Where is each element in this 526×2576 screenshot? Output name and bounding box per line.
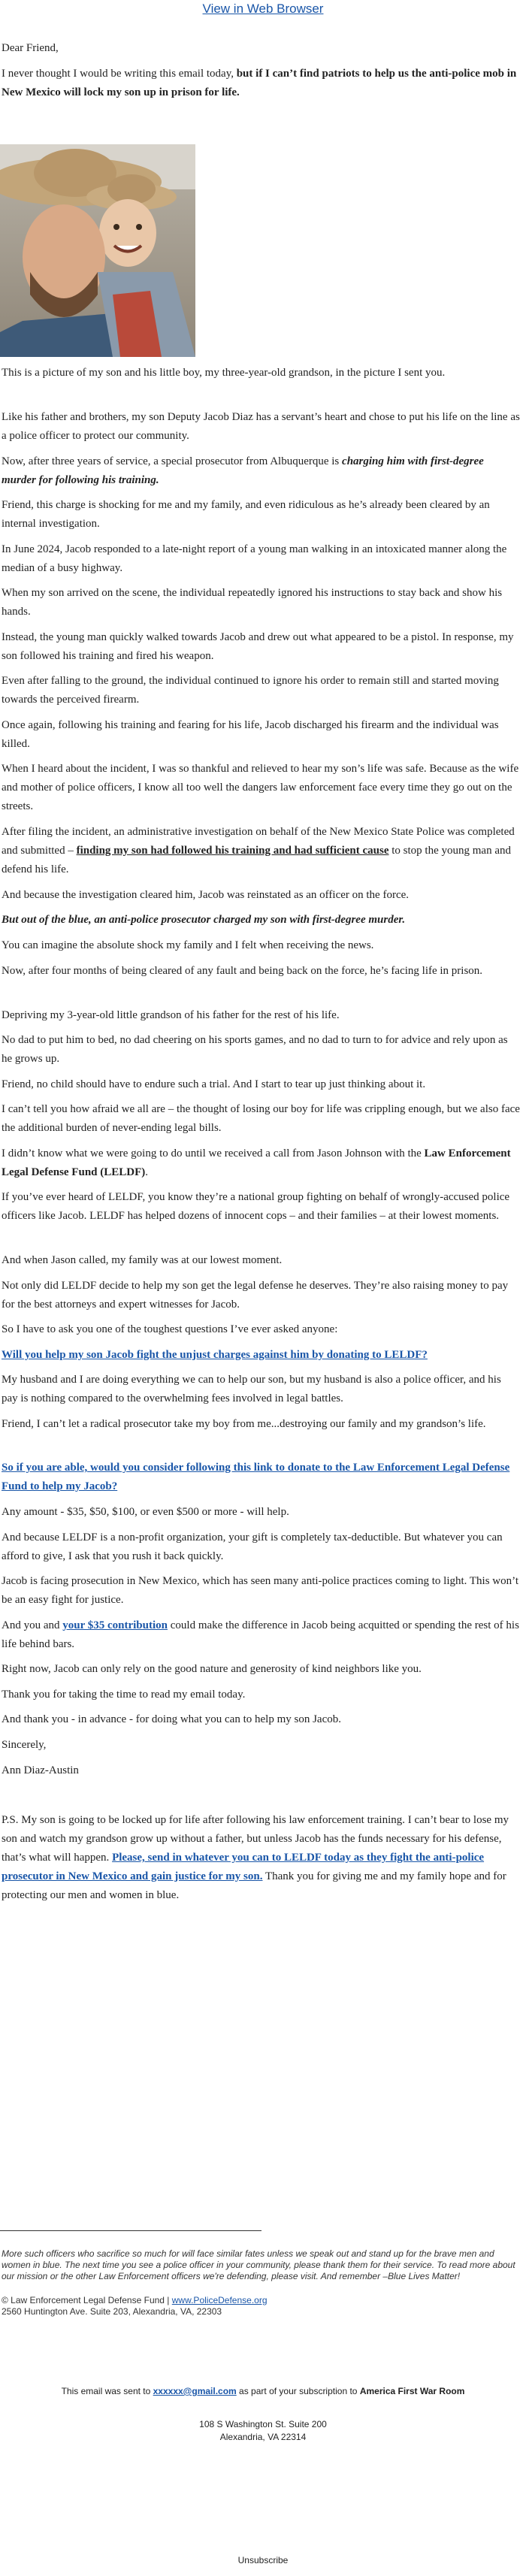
sender-address (0, 2418, 526, 2444)
paragraph-servant: Like his father and brothers, my son Deputy Jacob Diaz has a servant’s heart and chose to put his life on the line as a police officer to protect our community. (2, 411, 520, 442)
paragraph-four-months: Now, after four months of being cleared of any fault and being back on the force, he’s facing life in prison. (2, 965, 483, 977)
paragraph-contribution: And you and your $35 contribution could make the difference in Jacob being acquitted or spending the rest of his life behind bars. (2, 1619, 519, 1650)
org-line: © Law Enforcement Legal Defense Fund | www.PoliceDefense.org (2, 2295, 268, 2305)
paragraph-pistol: Instead, the young man quickly walked towards Jacob and drew out what appeared to be a pistol. In response, my son followed his training and fired his weapon. (2, 631, 514, 662)
paragraph-tax-deductible: And because LELDF is a non-profit organization, your gift is completely tax-deductible. But whatever you can afford to give, I ask that you rush it back quickly. (2, 1531, 503, 1562)
paragraph-relieved: When I heard about the incident, I was so thankful and relieved to hear my son’s life was safe. Because as the wife and mother of police officers, I know all too well the dangers law enforcement face every time they go out on the streets. (2, 763, 519, 812)
paragraph-discharged: Once again, following his training and fearing for his life, Jacob discharged his firearm and the individual was killed. (2, 719, 499, 750)
paragraph-out-of-blue: But out of the blue, an anti-police prosecutor charged my son with first-degree murder. (2, 914, 406, 926)
paragraph-lowest: And when Jason called, my family was at our lowest moment. (2, 1254, 283, 1266)
paragraph-picture: This is a picture of my son and his little boy, my three-year-old grandson, in the picture I sent you. (2, 367, 446, 379)
paragraph-prosecution: Jacob is facing prosecution in New Mexico, which has seen many anti-police practices coming to light. This won’t be an easy fight for justice. (2, 1575, 519, 1606)
son-grandson-photo (0, 144, 195, 357)
paragraph-investigation: After filing the incident, an administrative investigation on behalf of the New Mexico State Police was completed and submitted – finding my son had followed his training and had sufficient cause to stop the young man and defend his life. (2, 826, 515, 875)
recipient-email-link[interactable]: xxxxxx@gmail.com (153, 2386, 237, 2396)
footer-note: More such officers who sacrifice so much for will face similar fates unless we speak out and stand up for the brave men and women in blue. The next time you see a police officer in your community, please thank them for their service. To read more about our mission or the other Law Enforcement officers we're defending, please visit. And remember –Blue Lives Matter! (2, 2248, 515, 2281)
paragraph-no-dad: No dad to put him to bed, no dad cheering on his sports games, and no dad to turn to for advice and rely upon as he grows up. (2, 1034, 508, 1065)
paragraph-arrived: When my son arrived on the scene, the individual repeatedly ignored his instructions to stay back and show his hands. (2, 587, 503, 618)
sender-address-line2: Alexandria, VA 22314 (219, 2432, 307, 2442)
postscript-donate-link[interactable]: Please, send in whatever you can to LELDF today as they fight the anti-police prosecutor in New Mexico and gain justice for my son. (2, 1852, 485, 1882)
list-name: America First War Room (359, 2386, 465, 2396)
paragraph-leldf-call: I didn’t know what we were going to do until we received a call from Jason Johnson with the Law Enforcement Legal Defense Fund (LELDF). (2, 1147, 511, 1178)
contribution-link[interactable]: your $35 contribution (62, 1619, 168, 1631)
paragraph-shocking: Friend, this charge is shocking for me and my family, and even ridiculous as he’s already been cleared by an internal investigation. (2, 499, 490, 530)
postscript: P.S. My son is going to be locked up for life after following his law enforcement training. I can’t bear to lose my son and watch my grandson grow up without a father, but unless Jacob has the funds necessary for his defense, that’s what will happen. Please, send in whatever you can to LELDF today as they fight the anti-police prosecutor in New Mexico and gain justice for my son. Thank you for giving me and my family hope and for protecting our men and women in blue. (2, 1814, 509, 1901)
paragraph-news: You can imagine the absolute shock my family and I felt when receiving the news. (2, 939, 374, 951)
police-defense-link[interactable]: www.PoliceDefense.org (171, 2295, 268, 2305)
paragraph-june: In June 2024, Jacob responded to a late-night report of a young man walking in an intoxicated manner along the median of a busy highway. (2, 543, 507, 574)
signature: Ann Diaz-Austin (2, 1764, 79, 1776)
header-bar (0, 0, 526, 18)
paragraph-question: So I have to ask you one of the toughest questions I’ve ever asked anyone: (2, 1323, 338, 1335)
photo-image (0, 144, 195, 357)
paragraph-legal-defense: Not only did LELDF decide to help my son get the legal defense he deserves. They’re also raising money to pay for the best attorneys and expert witnesses for Jacob. (2, 1280, 509, 1311)
donate-link-primary[interactable]: Will you help my son Jacob fight the unjust charges against him by donating to LELDF? (2, 1349, 428, 1361)
unsubscribe-link[interactable]: Unsubscribe (237, 2555, 289, 2565)
paragraph-intro: I never thought I would be writing this email today, but if I can’t find patriots to help us the anti-police mob in New Mexico will lock my son up in prison for life. (2, 68, 517, 98)
donate-link-secondary[interactable]: So if you are able, would you consider following this link to donate to the Law Enforcement Legal Defense Fund to help my Jacob? (2, 1462, 510, 1492)
paragraph-thank-you: Thank you for taking the time to read my email today. (2, 1689, 246, 1701)
paragraph-afraid: I can’t tell you how afraid we all are – the thought of losing our boy for life was crippling enough, but we also face the additional burden of never-ending legal bills. (2, 1103, 520, 1134)
paragraph-donate-ask (0, 1346, 520, 1365)
greeting: Dear Friend, (2, 42, 59, 54)
sender-address-line1: 108 S Washington St. Suite 200 (199, 2419, 327, 2429)
footer-divider (0, 2230, 261, 2231)
paragraph-falling: Even after falling to the ground, the individual continued to ignore his order to remain still and started moving towards the perceived firearm. (2, 675, 499, 706)
org-address: 2560 Huntington Ave. Suite 203, Alexandria, VA, 22303 (2, 2306, 222, 2317)
paragraph-husband: My husband and I are doing everything we can to help our son, but my husband is also a police officer, and his pay is nothing compared to the overwhelming fees involved in legal battles. (2, 1374, 501, 1404)
unsubscribe-wrap (0, 2555, 526, 2565)
paragraph-reinstated: And because the investigation cleared him, Jacob was reinstated as an officer on the force. (2, 889, 410, 901)
paragraph-charged: Now, after three years of service, a special prosecutor from Albuquerque is charging him with first-degree murder for following his training. (2, 455, 484, 486)
closing: Sincerely, (2, 1739, 47, 1751)
paragraph-depriving: Depriving my 3-year-old little grandson of his father for the rest of his life. (2, 1009, 340, 1021)
view-in-browser-link[interactable]: View in Web Browser (202, 2, 324, 16)
paragraph-rely: Right now, Jacob can only rely on the good nature and generosity of kind neighbors like you. (2, 1663, 422, 1675)
paragraph-thank-advance: And thank you - in advance - for doing what you can to help my son Jacob. (2, 1713, 341, 1725)
paragraph-any-amount: Any amount - $35, $50, $100, or even $500 or more - will help. (2, 1506, 289, 1518)
paragraph-leldf-about: If you’ve ever heard of LELDF, you know they’re a national group fighting on behalf of wrongly-accused police officers like Jacob. LELDF has helped dozens of innocent cops – and their families – at their lowest moments. (2, 1191, 510, 1222)
paragraph-radical: Friend, I can’t let a radical prosecutor take my boy from me...destroying our family and my grandson’s life. (2, 1418, 486, 1430)
paragraph-no-child: Friend, no child should have to endure such a trial. And I start to tear up just thinking about it. (2, 1078, 426, 1090)
sent-to-line: This email was sent to xxxxxx@gmail.com as part of your subscription to America First War Room (61, 2386, 465, 2396)
subscription-footer (0, 2371, 526, 2576)
paragraph-follow-link (0, 1459, 520, 1496)
